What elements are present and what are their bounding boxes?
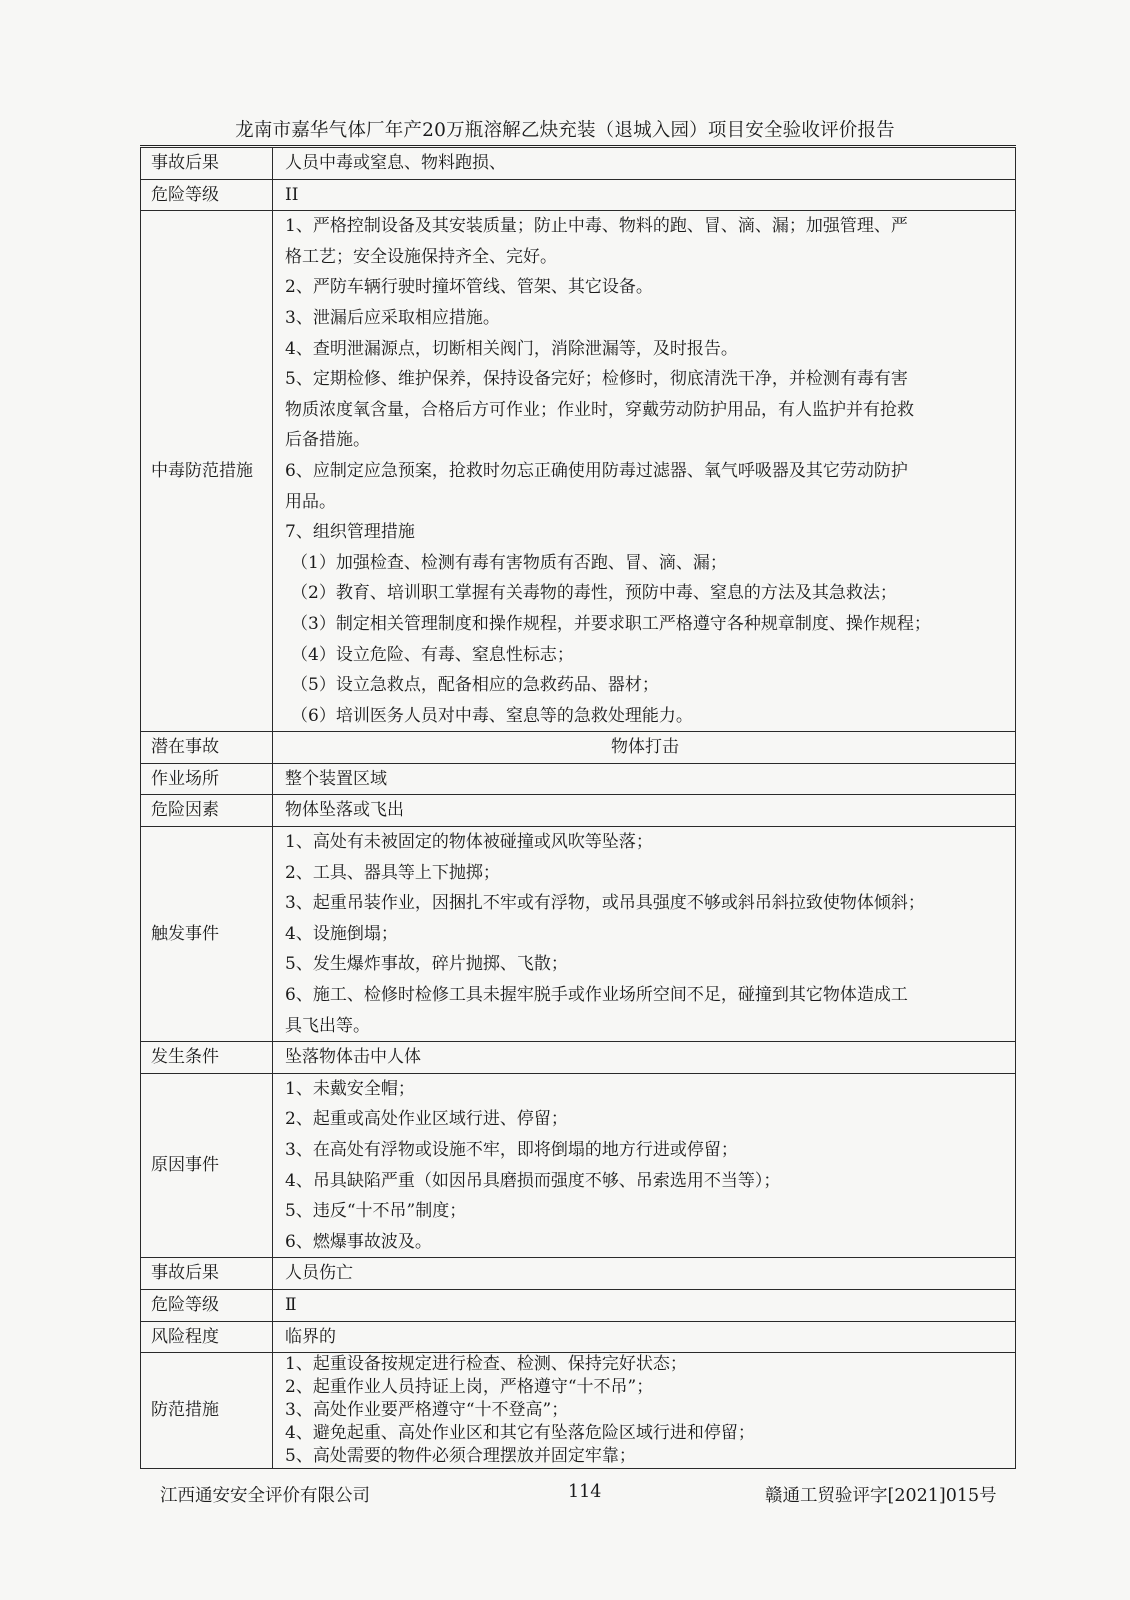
line: 4、查明泄漏源点，切断相关阀门，消除泄漏等，及时报告。 xyxy=(285,338,738,359)
row-label: 原因事件 xyxy=(141,1073,273,1258)
line: 4、避免起重、高处作业区和其它有坠落危险区域行进和停留； xyxy=(285,1423,755,1444)
line: 5、发生爆炸事故，碎片抛掷、飞散； xyxy=(285,954,568,975)
row-label: 危险等级 xyxy=(141,1289,273,1321)
footer-doc-code: 赣通工贸验评字[2021]015号 xyxy=(765,1486,997,1506)
table-row-hazard-factor xyxy=(141,795,1016,827)
table-row-accident-consequence-2 xyxy=(141,1258,1016,1290)
table-row-cause-events xyxy=(141,1073,1016,1258)
row-value: 人员伤亡 xyxy=(273,1258,1016,1290)
line: 1、高处有未被固定的物体被碰撞或风吹等坠落； xyxy=(285,832,653,853)
line: 用品。 xyxy=(285,491,336,512)
line: 2、起重或高处作业区域行进、停留； xyxy=(285,1109,568,1130)
row-multiline xyxy=(273,1073,1016,1258)
line: 1、未戴安全帽； xyxy=(285,1078,415,1099)
line: 2、起重作业人员持证上岗，严格遵守“十不吊”； xyxy=(285,1377,654,1398)
line: 3、泄漏后应采取相应措施。 xyxy=(285,307,500,328)
row-label: 风险程度 xyxy=(141,1321,273,1353)
page-header-title: 龙南市嘉华气体厂年产20万瓶溶解乙炔充装（退城入园）项目安全验收评价报告 xyxy=(235,120,895,141)
line: 后备措施。 xyxy=(285,430,370,451)
line: 具飞出等。 xyxy=(285,1015,370,1036)
line: 6、施工、检修时检修工具未握牢脱手或作业场所空间不足，碰撞到其它物体造成工 xyxy=(285,985,908,1006)
table-row-risk-degree xyxy=(141,1321,1016,1353)
line: 7、组织管理措施 xyxy=(285,522,415,543)
line: （6）培训医务人员对中毒、窒息等的急救处理能力。 xyxy=(291,705,693,726)
table-row-prevention-measures xyxy=(141,1353,1016,1469)
table-row-trigger-events xyxy=(141,827,1016,1042)
row-label: 潜在事故 xyxy=(141,732,273,764)
line: （3）制定相关管理制度和操作规程，并要求职工严格遵守各种规章制度、操作规程； xyxy=(291,613,931,634)
line: 3、在高处有浮物或设施不牢，即将倒塌的地方行进或停留； xyxy=(285,1140,738,1160)
row-label: 事故后果 xyxy=(141,1258,273,1290)
footer-company: 江西通安安全评价有限公司 xyxy=(160,1486,370,1506)
table-row-occurrence-condition xyxy=(141,1042,1016,1074)
table-row-accident-consequence xyxy=(141,148,1016,180)
line: （2）教育、培训职工掌握有关毒物的毒性，预防中毒、窒息的方法及其急救法； xyxy=(291,583,897,604)
line: 5、违反“十不吊”制度； xyxy=(285,1201,467,1222)
row-label: 发生条件 xyxy=(141,1042,273,1074)
row-label: 危险等级 xyxy=(141,179,273,211)
row-value: 坠落物体击中人体 xyxy=(273,1042,1016,1074)
table-row-potential-accident xyxy=(141,732,1016,764)
table-row-poison-prevention xyxy=(141,211,1016,732)
line: 1、起重设备按规定进行检查、检测、保持完好状态； xyxy=(285,1354,687,1375)
header-divider xyxy=(140,145,1016,146)
line: 4、吊具缺陷严重（如因吊具磨损而强度不够、吊索选用不当等）； xyxy=(285,1170,781,1191)
row-label: 防范措施 xyxy=(141,1353,273,1469)
footer-page-number: 114 xyxy=(568,1482,602,1502)
row-value: 人员中毒或窒息、物料跑损、 xyxy=(273,148,1016,180)
table-row-work-site xyxy=(141,763,1016,795)
line: （4）设立危险、有毒、窒息性标志； xyxy=(291,644,574,665)
row-multiline xyxy=(273,827,1016,1042)
row-label: 作业场所 xyxy=(141,763,273,795)
row-label: 事故后果 xyxy=(141,148,273,180)
line: 格工艺；安全设施保持齐全、完好。 xyxy=(285,246,557,267)
line: （1）加强检查、检测有毒有害物质有否跑、冒、滴、漏； xyxy=(291,552,727,573)
line: 3、高处作业要严格遵守“十不登高”； xyxy=(285,1400,569,1421)
row-value: 物体坠落或飞出 xyxy=(273,795,1016,827)
row-value: Ⅱ xyxy=(273,1289,1016,1321)
evaluation-table xyxy=(140,147,1016,1469)
line: 2、工具、器具等上下抛掷； xyxy=(285,862,500,883)
line: 物质浓度氧含量，合格后方可作业；作业时，穿戴劳动防护用品，有人监护并有抢救 xyxy=(285,399,914,420)
line: 4、设施倒塌； xyxy=(285,923,398,944)
line: 1、严格控制设备及其安装质量；防止中毒、物料的跑、冒、滴、漏；加强管理、严 xyxy=(285,216,908,237)
line: （5）设立急救点，配备相应的急救药品、器材； xyxy=(291,675,659,696)
row-label: 危险因素 xyxy=(141,795,273,827)
line: 2、严防车辆行驶时撞坏管线、管架、其它设备。 xyxy=(285,277,653,298)
row-label: 中毒防范措施 xyxy=(141,211,273,732)
line: 6、应制定应急预案，抢救时勿忘正确使用防毒过滤器、氧气呼吸器及其它劳动防护 xyxy=(285,460,908,481)
line: 5、高处需要的物件必须合理摆放并固定牢靠； xyxy=(285,1446,636,1467)
line: 6、燃爆事故波及。 xyxy=(285,1231,432,1252)
row-value: II xyxy=(273,179,1016,211)
row-label: 触发事件 xyxy=(141,827,273,1042)
row-value: 临界的 xyxy=(273,1321,1016,1353)
row-value: 物体打击 xyxy=(273,732,1016,764)
row-multiline xyxy=(273,211,1016,732)
table-row-hazard-level-2 xyxy=(141,1289,1016,1321)
line: 5、定期检修、维护保养，保持设备完好；检修时，彻底清洗干净，并检测有毒有害 xyxy=(285,369,908,390)
row-value: 整个装置区域 xyxy=(273,763,1016,795)
table-row-hazard-level xyxy=(141,179,1016,211)
line: 3、起重吊装作业，因捆扎不牢或有浮物，或吊具强度不够或斜吊斜拉致使物体倾斜； xyxy=(285,893,925,914)
row-multiline xyxy=(273,1353,1016,1469)
